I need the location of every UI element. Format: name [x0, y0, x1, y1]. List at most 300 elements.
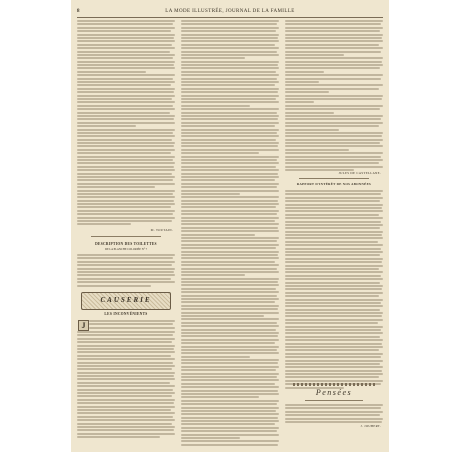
text-line [181, 376, 277, 378]
text-line [285, 319, 383, 321]
text-line [181, 298, 279, 300]
text-line [285, 339, 383, 341]
text-line [77, 40, 175, 42]
text-line [181, 427, 279, 429]
causerie-vignette [81, 292, 171, 310]
text-line [77, 271, 174, 273]
pensees-signature: J. JOUBERT. [360, 424, 381, 428]
text-line [77, 81, 175, 83]
text-line [181, 23, 277, 25]
text-line [181, 44, 275, 46]
text-line [77, 423, 172, 425]
text-line [77, 166, 174, 168]
text-line [181, 393, 279, 395]
text-line [181, 67, 279, 69]
text-line [181, 186, 277, 188]
text-line [285, 376, 379, 378]
text-line [181, 57, 245, 59]
text-line [77, 372, 175, 374]
text-line [285, 349, 379, 351]
pensees-text [285, 404, 383, 424]
text-line [181, 386, 279, 388]
text-line [181, 105, 250, 107]
text-line [285, 64, 383, 66]
page-title: LA MODE ILLUSTRÉE, JOURNAL DE LA FAMILLE [165, 9, 295, 14]
column-1 [77, 20, 175, 446]
text-line [181, 61, 279, 63]
text-line [181, 196, 279, 198]
text-line [181, 352, 279, 354]
text-line [77, 399, 175, 401]
text-line [285, 227, 380, 229]
text-line [181, 359, 279, 361]
text-line [285, 288, 382, 290]
text-line [285, 370, 382, 372]
text-line [77, 274, 175, 276]
text-line [77, 78, 173, 80]
text-line [181, 335, 278, 337]
text-line [181, 206, 276, 208]
text-line [77, 145, 174, 147]
text-line [285, 37, 382, 39]
text-line [181, 234, 255, 236]
text-line [77, 220, 172, 222]
text-line [77, 95, 175, 97]
text-line [181, 139, 276, 141]
text-line [181, 71, 276, 73]
text-line [285, 88, 379, 90]
text-line [181, 284, 279, 286]
text-line [285, 40, 383, 42]
text-line [77, 433, 175, 435]
text-line [181, 193, 240, 195]
inconvenients-text [77, 331, 175, 440]
text-line [77, 348, 174, 350]
text-line [285, 91, 329, 93]
text-line [77, 57, 173, 59]
text-line [77, 254, 175, 256]
text-line [285, 231, 383, 233]
text-line [285, 156, 381, 158]
text-line [77, 61, 175, 63]
col1-article-text [77, 20, 175, 227]
text-line [285, 265, 383, 267]
text-line [77, 203, 175, 205]
text-line [285, 271, 383, 273]
text-line [77, 91, 174, 93]
text-line [77, 419, 175, 421]
text-line [285, 193, 381, 195]
text-line [181, 318, 279, 320]
description-title: DESCRIPTION DES TOILETTES [95, 242, 157, 246]
text-line [181, 261, 275, 263]
text-line [77, 436, 160, 438]
text-line [77, 139, 172, 141]
text-line [181, 27, 279, 29]
text-line [77, 345, 175, 347]
text-line [77, 108, 175, 110]
text-line [285, 418, 383, 420]
text-line [77, 47, 175, 49]
text-line [181, 149, 279, 151]
text-line [181, 257, 279, 259]
text-line [77, 281, 175, 283]
text-line [77, 268, 175, 270]
text-line [181, 112, 277, 114]
text-line [181, 274, 245, 276]
text-line [77, 351, 175, 353]
text-line [77, 223, 131, 225]
text-line [77, 142, 175, 144]
text-line [77, 426, 175, 428]
text-line [285, 336, 380, 338]
text-line [285, 315, 382, 317]
text-line [181, 220, 275, 222]
text-line [285, 254, 380, 256]
text-line [285, 166, 383, 168]
text-line [285, 135, 382, 137]
text-line [285, 261, 382, 263]
text-line [181, 244, 279, 246]
text-line [77, 34, 175, 36]
text-line [77, 365, 175, 367]
text-line [77, 190, 175, 192]
text-line [285, 305, 383, 307]
text-line [181, 346, 279, 348]
text-line [181, 430, 277, 432]
text-line [77, 196, 175, 198]
text-line [77, 71, 146, 73]
correspondance-text [285, 190, 383, 390]
text-line [285, 282, 380, 284]
text-line [285, 204, 383, 206]
text-line [181, 213, 277, 215]
text-line [181, 281, 278, 283]
text-line [285, 214, 379, 216]
text-line [285, 34, 383, 36]
text-line [77, 176, 175, 178]
text-line [77, 67, 175, 69]
text-line [181, 339, 279, 341]
text-line [77, 135, 175, 137]
text-line [77, 74, 175, 76]
text-line [77, 37, 174, 39]
text-line [285, 241, 378, 243]
text-line [181, 169, 279, 171]
text-line [181, 349, 277, 351]
text-line [181, 366, 279, 368]
text-line [77, 122, 175, 124]
text-line [285, 309, 380, 311]
text-line [285, 234, 382, 236]
text-line [77, 112, 170, 114]
correspondance-title: RAPPORT D'INTÉRÊT DE NOS ABONNÉES [296, 182, 372, 186]
text-line [77, 378, 175, 380]
column-3 [285, 20, 383, 446]
text-line [181, 403, 277, 405]
text-line [77, 125, 136, 127]
description-subtitle: DE LA PLANCHE COLORIÉE N° 7 [104, 248, 148, 251]
text-line [77, 88, 175, 90]
text-line [285, 74, 383, 76]
text-line [89, 327, 175, 329]
text-line [181, 325, 279, 327]
col2-article-text [181, 20, 279, 446]
text-line [77, 395, 172, 397]
text-line [285, 237, 383, 239]
text-line [285, 292, 383, 294]
text-line [77, 129, 175, 131]
text-line [285, 210, 383, 212]
text-line [181, 101, 279, 103]
text-line [285, 244, 383, 246]
text-line [77, 331, 175, 333]
text-line [77, 368, 172, 370]
text-line [181, 162, 279, 164]
text-line [77, 173, 172, 175]
text-line [181, 51, 277, 53]
text-line [77, 115, 175, 117]
text-line [285, 353, 383, 355]
text-line [181, 145, 278, 147]
text-line [285, 149, 349, 151]
text-line [181, 396, 259, 398]
text-line [181, 40, 279, 42]
text-line [77, 412, 175, 414]
text-line [285, 27, 383, 29]
text-line [181, 437, 240, 439]
text-line [181, 200, 278, 202]
text-line [285, 71, 324, 73]
text-line [181, 434, 279, 436]
text-line [181, 383, 275, 385]
text-line [285, 207, 382, 209]
text-line [285, 299, 383, 301]
text-line [285, 275, 381, 277]
text-line [77, 183, 175, 185]
text-line [285, 373, 383, 375]
text-line [77, 406, 175, 408]
text-line [285, 224, 383, 226]
text-line [285, 81, 319, 83]
text-line [285, 360, 383, 362]
text-line [285, 407, 381, 409]
text-line [181, 407, 279, 409]
text-line [181, 95, 279, 97]
text-line [181, 227, 278, 229]
text-line [285, 108, 380, 110]
text-line [181, 223, 279, 225]
text-line [181, 413, 279, 415]
text-line [89, 320, 175, 322]
text-line [181, 305, 279, 307]
text-line [77, 149, 175, 151]
text-line [181, 108, 279, 110]
text-line [77, 375, 174, 377]
text-line [285, 380, 383, 382]
text-line [285, 115, 383, 117]
text-line [285, 118, 381, 120]
text-line [285, 23, 381, 25]
text-line [77, 217, 175, 219]
description-text [77, 254, 175, 288]
text-line [181, 190, 279, 192]
text-line [181, 64, 278, 66]
text-line [181, 84, 275, 86]
text-line [285, 268, 379, 270]
text-line [285, 197, 383, 199]
text-line [181, 400, 279, 402]
text-line [181, 312, 279, 314]
text-line [285, 122, 383, 124]
text-line [181, 278, 279, 280]
text-line [285, 363, 380, 365]
text-line [181, 254, 278, 256]
text-line [285, 47, 383, 49]
col3-signature: JULES DE CASTELLANE. [338, 171, 381, 175]
text-line [181, 217, 279, 219]
text-line [181, 88, 279, 90]
text-line [77, 389, 173, 391]
text-line [77, 200, 174, 202]
text-line [77, 186, 155, 188]
text-line [285, 101, 314, 103]
text-line [181, 420, 279, 422]
text-line [181, 373, 279, 375]
text-line [77, 429, 174, 431]
text-line [77, 334, 173, 336]
text-line [285, 295, 379, 297]
text-line [181, 210, 279, 212]
pensees-title: Pensées [315, 388, 353, 397]
text-line [89, 323, 173, 325]
vignette-title: CAUSERIE [100, 296, 152, 304]
text-line [181, 271, 279, 273]
text-line [181, 423, 275, 425]
text-line [181, 135, 279, 137]
text-line [181, 240, 277, 242]
text-line [181, 34, 279, 36]
text-line [181, 20, 279, 22]
text-line [285, 61, 382, 63]
text-line [181, 356, 250, 358]
text-line [181, 125, 275, 127]
text-line [77, 54, 175, 56]
text-line [181, 179, 275, 181]
text-line [77, 98, 172, 100]
text-line [181, 91, 278, 93]
text-line [181, 444, 278, 446]
text-line [285, 332, 383, 334]
text-line [77, 101, 175, 103]
text-line [181, 156, 279, 158]
text-line [77, 169, 175, 171]
magazine-page [71, 0, 389, 452]
ornament-divider [293, 383, 375, 386]
inconvenients-text-start [89, 320, 175, 330]
column-2 [181, 20, 279, 446]
text-line [77, 416, 173, 418]
text-line [181, 176, 279, 178]
text-line [285, 414, 380, 416]
text-line [285, 346, 383, 348]
text-line [77, 20, 175, 22]
text-line [285, 312, 383, 314]
text-line [285, 285, 383, 287]
text-line [285, 105, 383, 107]
text-line [77, 261, 175, 263]
text-line [77, 30, 171, 32]
text-line [285, 366, 383, 368]
col3-article-text [285, 20, 383, 173]
text-line [285, 57, 383, 59]
text-line [285, 329, 381, 331]
text-line [77, 385, 175, 387]
drop-cap: J [78, 320, 89, 331]
text-line [285, 248, 381, 250]
col1-signature: M. TOUTAIN. [150, 228, 173, 232]
text-line [181, 118, 278, 120]
text-line [77, 159, 173, 161]
text-line [77, 206, 171, 208]
text-line [285, 356, 381, 358]
text-line [285, 200, 380, 202]
text-line [285, 51, 381, 53]
text-line [285, 129, 339, 131]
text-line [77, 278, 171, 280]
text-line [77, 382, 170, 384]
text-line [285, 258, 383, 260]
text-line [181, 230, 279, 232]
text-line [181, 251, 279, 253]
text-line [181, 30, 276, 32]
text-line [181, 159, 277, 161]
text-line [77, 23, 173, 25]
text-line [285, 221, 381, 223]
text-line [181, 203, 279, 205]
text-line [285, 132, 383, 134]
text-line [77, 84, 171, 86]
text-line [285, 67, 380, 69]
text-line [77, 156, 175, 158]
text-line [181, 132, 277, 134]
text-line [77, 132, 173, 134]
text-line [77, 338, 175, 340]
text-line [285, 152, 383, 154]
text-line [181, 379, 279, 381]
text-line [181, 142, 279, 144]
text-line [285, 411, 383, 413]
text-line [77, 179, 173, 181]
text-line [285, 343, 382, 345]
col1-separator [91, 236, 161, 237]
text-line [285, 112, 334, 114]
text-line [77, 44, 172, 46]
col3-separator-1 [299, 178, 369, 179]
text-line [285, 95, 383, 97]
text-line [285, 78, 381, 80]
text-line [285, 145, 383, 147]
text-line [285, 322, 378, 324]
text-line [77, 193, 173, 195]
text-line [181, 115, 279, 117]
text-line [77, 64, 174, 66]
text-line [77, 210, 175, 212]
text-line [181, 329, 276, 331]
text-line [285, 217, 383, 219]
text-line [285, 139, 383, 141]
text-line [181, 47, 279, 49]
